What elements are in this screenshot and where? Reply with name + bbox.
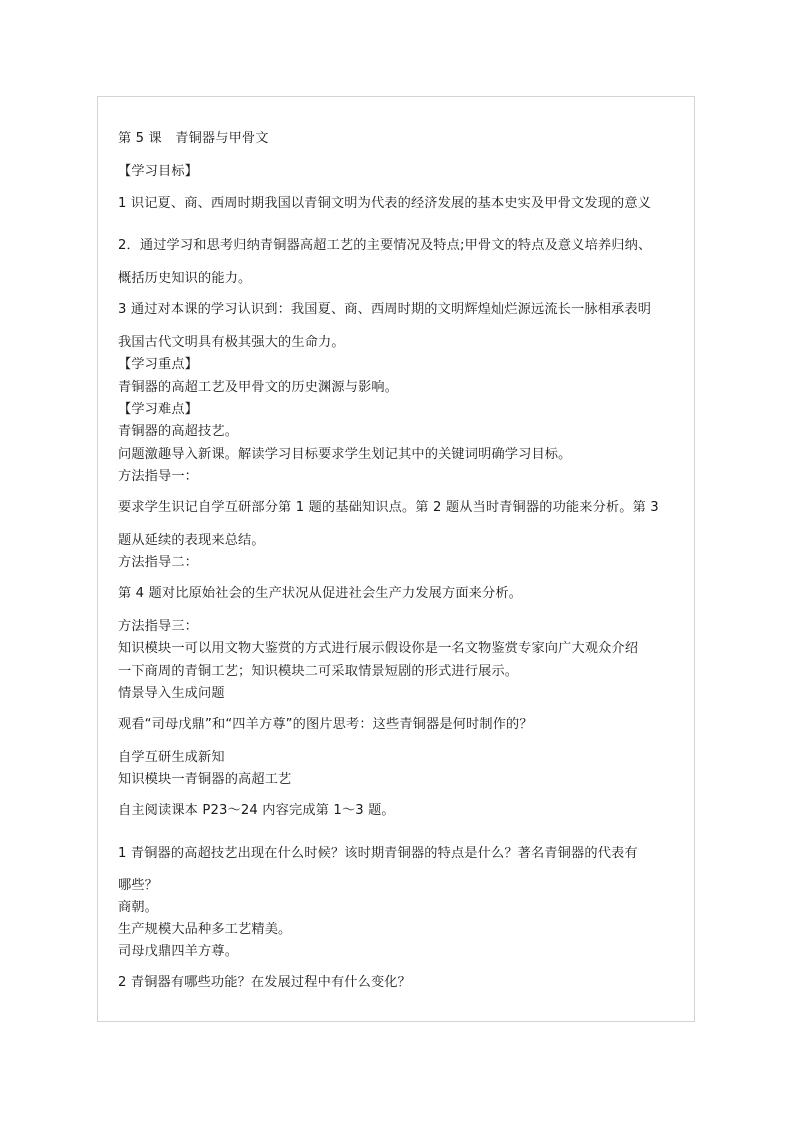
self-study-heading: 自学互研生成新知: [118, 750, 225, 765]
lesson-title: 第 5 课 青铜器与甲骨文: [118, 131, 269, 146]
objectives-heading: 【学习目标】: [118, 164, 199, 179]
key-points-text: 青铜器的高超工艺及甲骨文的历史渊源与影响。: [118, 380, 399, 395]
question-1-line-2: 哪些？: [118, 878, 159, 893]
method2-line-1: 第 4 题对比原始社会的生产状况从促进社会生产力发展方面来分析。: [118, 586, 523, 601]
method1-line-2: 题从延续的表现来总结。: [118, 533, 265, 548]
reading-instruction: 自主阅读课本 P23～24 内容完成第 1～3 题。: [118, 803, 395, 818]
method3-line-2: 一下商周的青铜工艺；知识模块二可采取情景短剧的形式进行展示。: [118, 664, 519, 679]
objective-item-3-line-2: 我国古代文明具有极其强大的生命力。: [118, 335, 345, 350]
question-2-line-1: 2 青铜器有哪些功能？在发展过程中有什么变化？: [118, 975, 411, 990]
objective-item-3-line-1: 3 通过对本课的学习认识到：我国夏、商、西周时期的文明辉煌灿烂源远流长一脉相承表明: [118, 302, 652, 317]
knowledge-module-1: 知识模块一青铜器的高超工艺: [118, 772, 292, 787]
intro-text: 问题激趣导入新课。解读学习目标要求学生划记其中的关键词明确学习目标。: [118, 447, 572, 462]
method3-heading: 方法指导三：: [118, 619, 199, 634]
answer-1-examples: 司母戊鼎四羊方尊。: [118, 944, 239, 959]
scenario-text: 观看“司母戊鼎”和“四羊方尊”的图片思考：这些青铜器是何时制作的？: [118, 717, 533, 732]
objective-item-2-line-2: 概括历史知识的能力。: [118, 271, 252, 286]
method2-heading: 方法指导二：: [118, 555, 199, 570]
objective-item-1: 1 识记夏、商、西周时期我国以青铜文明为代表的经济发展的基本史实及甲骨文发现的意义: [118, 196, 652, 211]
question-1-line-1: 1 青铜器的高超技艺出现在什么时候？该时期青铜器的特点是什么？著名青铜器的代表有: [118, 846, 638, 861]
method3-line-1: 知识模块一可以用文物大鉴赏的方式进行展示假设你是一名文物鉴赏专家向广大观众介绍: [118, 641, 639, 656]
scenario-heading: 情景导入生成问题: [118, 686, 225, 701]
objective-item-2-line-1: 2．通过学习和思考归纳青铜器高超工艺的主要情况及特点;甲骨文的特点及意义培养归纳、: [118, 238, 652, 253]
difficulties-heading: 【学习难点】: [118, 402, 199, 417]
key-points-heading: 【学习重点】: [118, 357, 199, 372]
difficulties-text: 青铜器的高超技艺。: [118, 424, 239, 439]
answer-1-era: 商朝。: [118, 900, 159, 915]
answer-1-features: 生产规模大品种多工艺精美。: [118, 922, 292, 937]
method1-heading: 方法指导一：: [118, 469, 199, 484]
method1-line-1: 要求学生识记自学互研部分第 1 题的基础知识点。第 2 题从当时青铜器的功能来分析。第 3: [118, 500, 659, 515]
